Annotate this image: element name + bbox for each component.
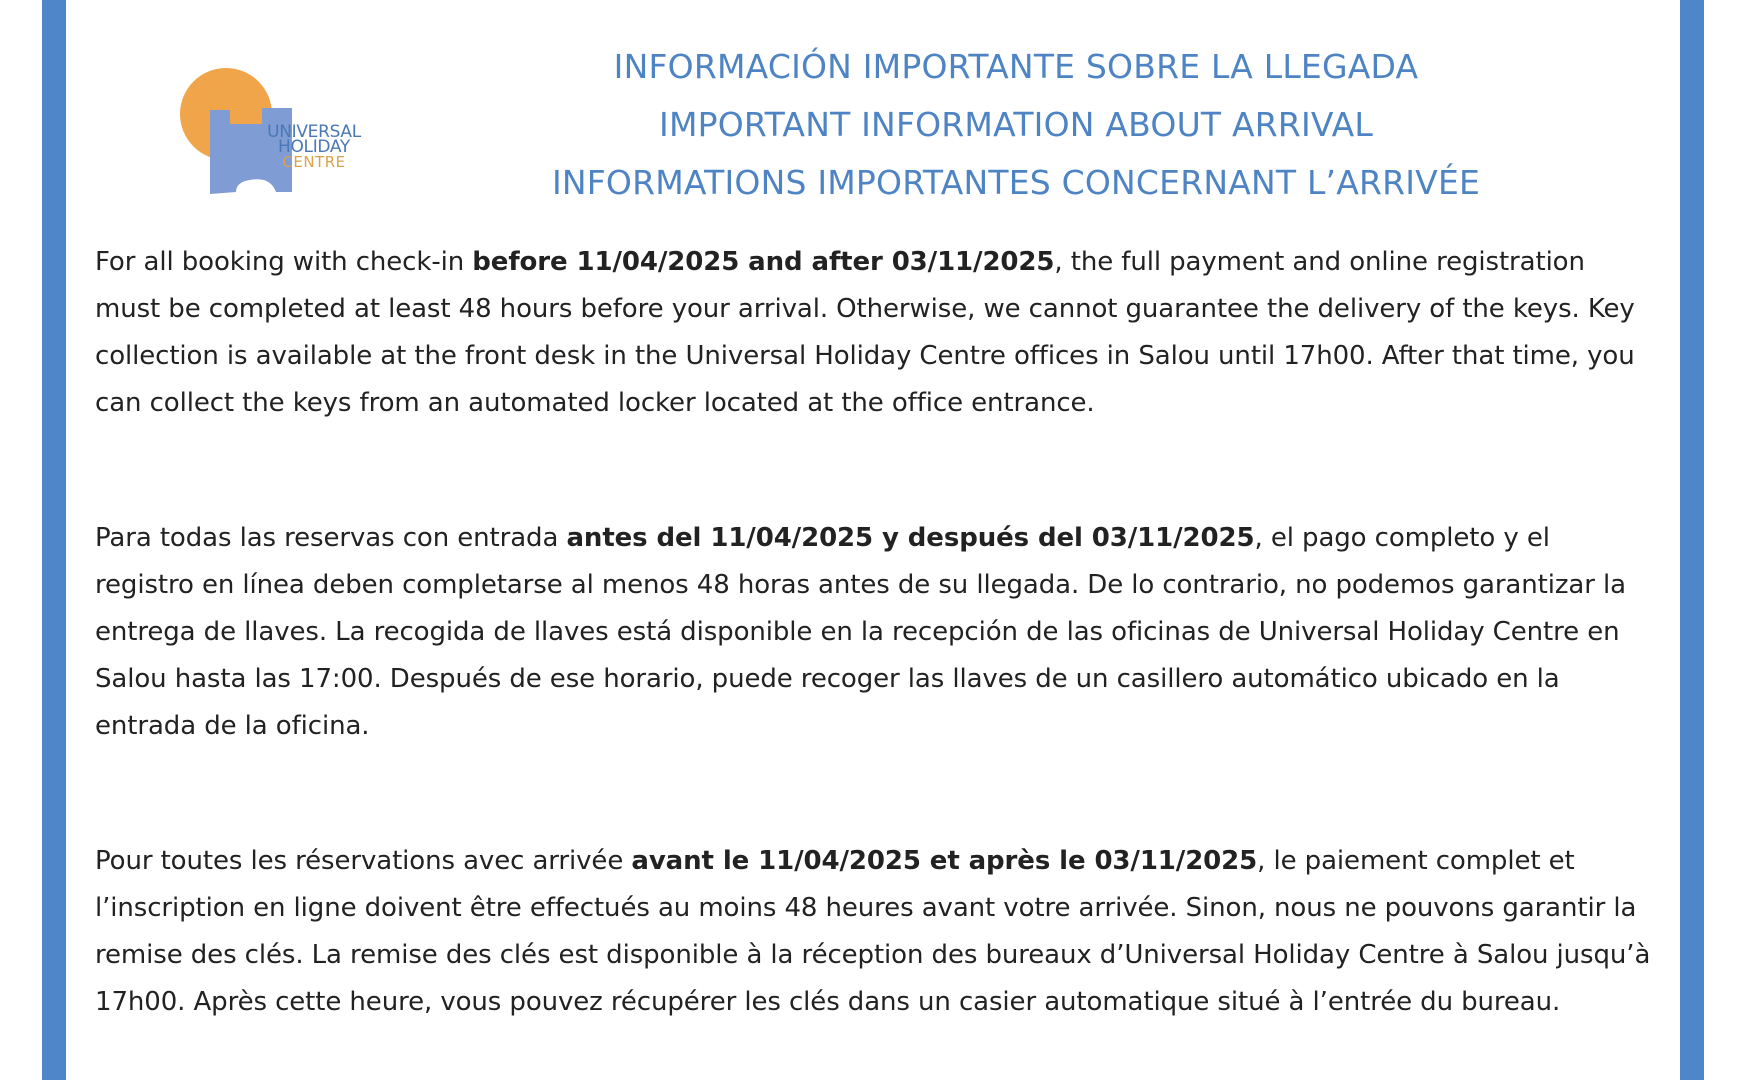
paragraph-english-intro: For all booking with check-in xyxy=(95,247,473,277)
right-border xyxy=(1680,0,1704,1080)
paragraph-spanish xyxy=(95,515,1655,750)
paragraph-english-body: , the full payment and online registration must be completed at least 48 hours before your arrival. Otherwise, we cannot guarantee the delivery of the keys. Key collection is available at the front desk in the Universal Holiday Centre offices in Salou until 17h00. After that time, you can collect the keys from an automated locker located at the office entrance. xyxy=(95,247,1635,418)
paragraph-french-body: , le paiement complet et l’inscription en ligne doivent être effectués au moins 48 heures avant votre arrivée. Sinon, nous ne pouvons garantir la remise des clés. La remise des clés est disponible à la réception des bureaux d’Universal Holiday Centre à Salou jusqu’à 17h00. Après cette heure, vous pouvez récupérer les clés dans un casier automatique situé à l’entrée du bureau. xyxy=(95,846,1651,1017)
paragraph-spanish-intro: Para todas las reservas con entrada xyxy=(95,523,567,553)
document-page xyxy=(66,0,1680,1080)
title-spanish: INFORMACIÓN IMPORTANTE SOBRE LA LLEGADA xyxy=(613,47,1419,86)
paragraph-spanish-body: , el pago completo y el registro en línea deben completarse al menos 48 horas antes de su llegada. De lo contrario, no podemos garantizar la entrega de llaves. La recogida de llaves está disponible en la recepción de las oficinas de Universal Holiday Centre en Salou hasta las 17:00. Después de ese horario, puede recoger las llaves de un casillero automático ubicado en la entrada de la oficina. xyxy=(95,523,1626,741)
title-block xyxy=(506,38,1526,212)
universal-holiday-centre-logo xyxy=(126,68,386,208)
paragraph-english-dates: before 11/04/2025 and after 03/11/2025 xyxy=(472,247,1055,277)
paragraph-french-dates: avant le 11/04/2025 et après le 03/11/2025 xyxy=(631,846,1258,876)
paragraph-french xyxy=(95,838,1655,1026)
paragraph-french-intro: Pour toutes les réservations avec arrivée xyxy=(95,846,632,876)
logo-text-centre: CENTRE xyxy=(282,153,346,171)
logo-text-holiday: HOLIDAY xyxy=(277,137,351,157)
left-border xyxy=(42,0,66,1080)
paragraph-spanish-dates: antes del 11/04/2025 y después del 03/11/2025 xyxy=(566,523,1255,553)
title-english: IMPORTANT INFORMATION ABOUT ARRIVAL xyxy=(659,105,1373,144)
logo-text xyxy=(254,122,374,171)
logo-text-universal: UNIVERSAL xyxy=(267,122,361,142)
title-french: INFORMATIONS IMPORTANTES CONCERNANT L’ARRIVÉE xyxy=(551,163,1481,202)
paragraph-english xyxy=(95,239,1655,427)
